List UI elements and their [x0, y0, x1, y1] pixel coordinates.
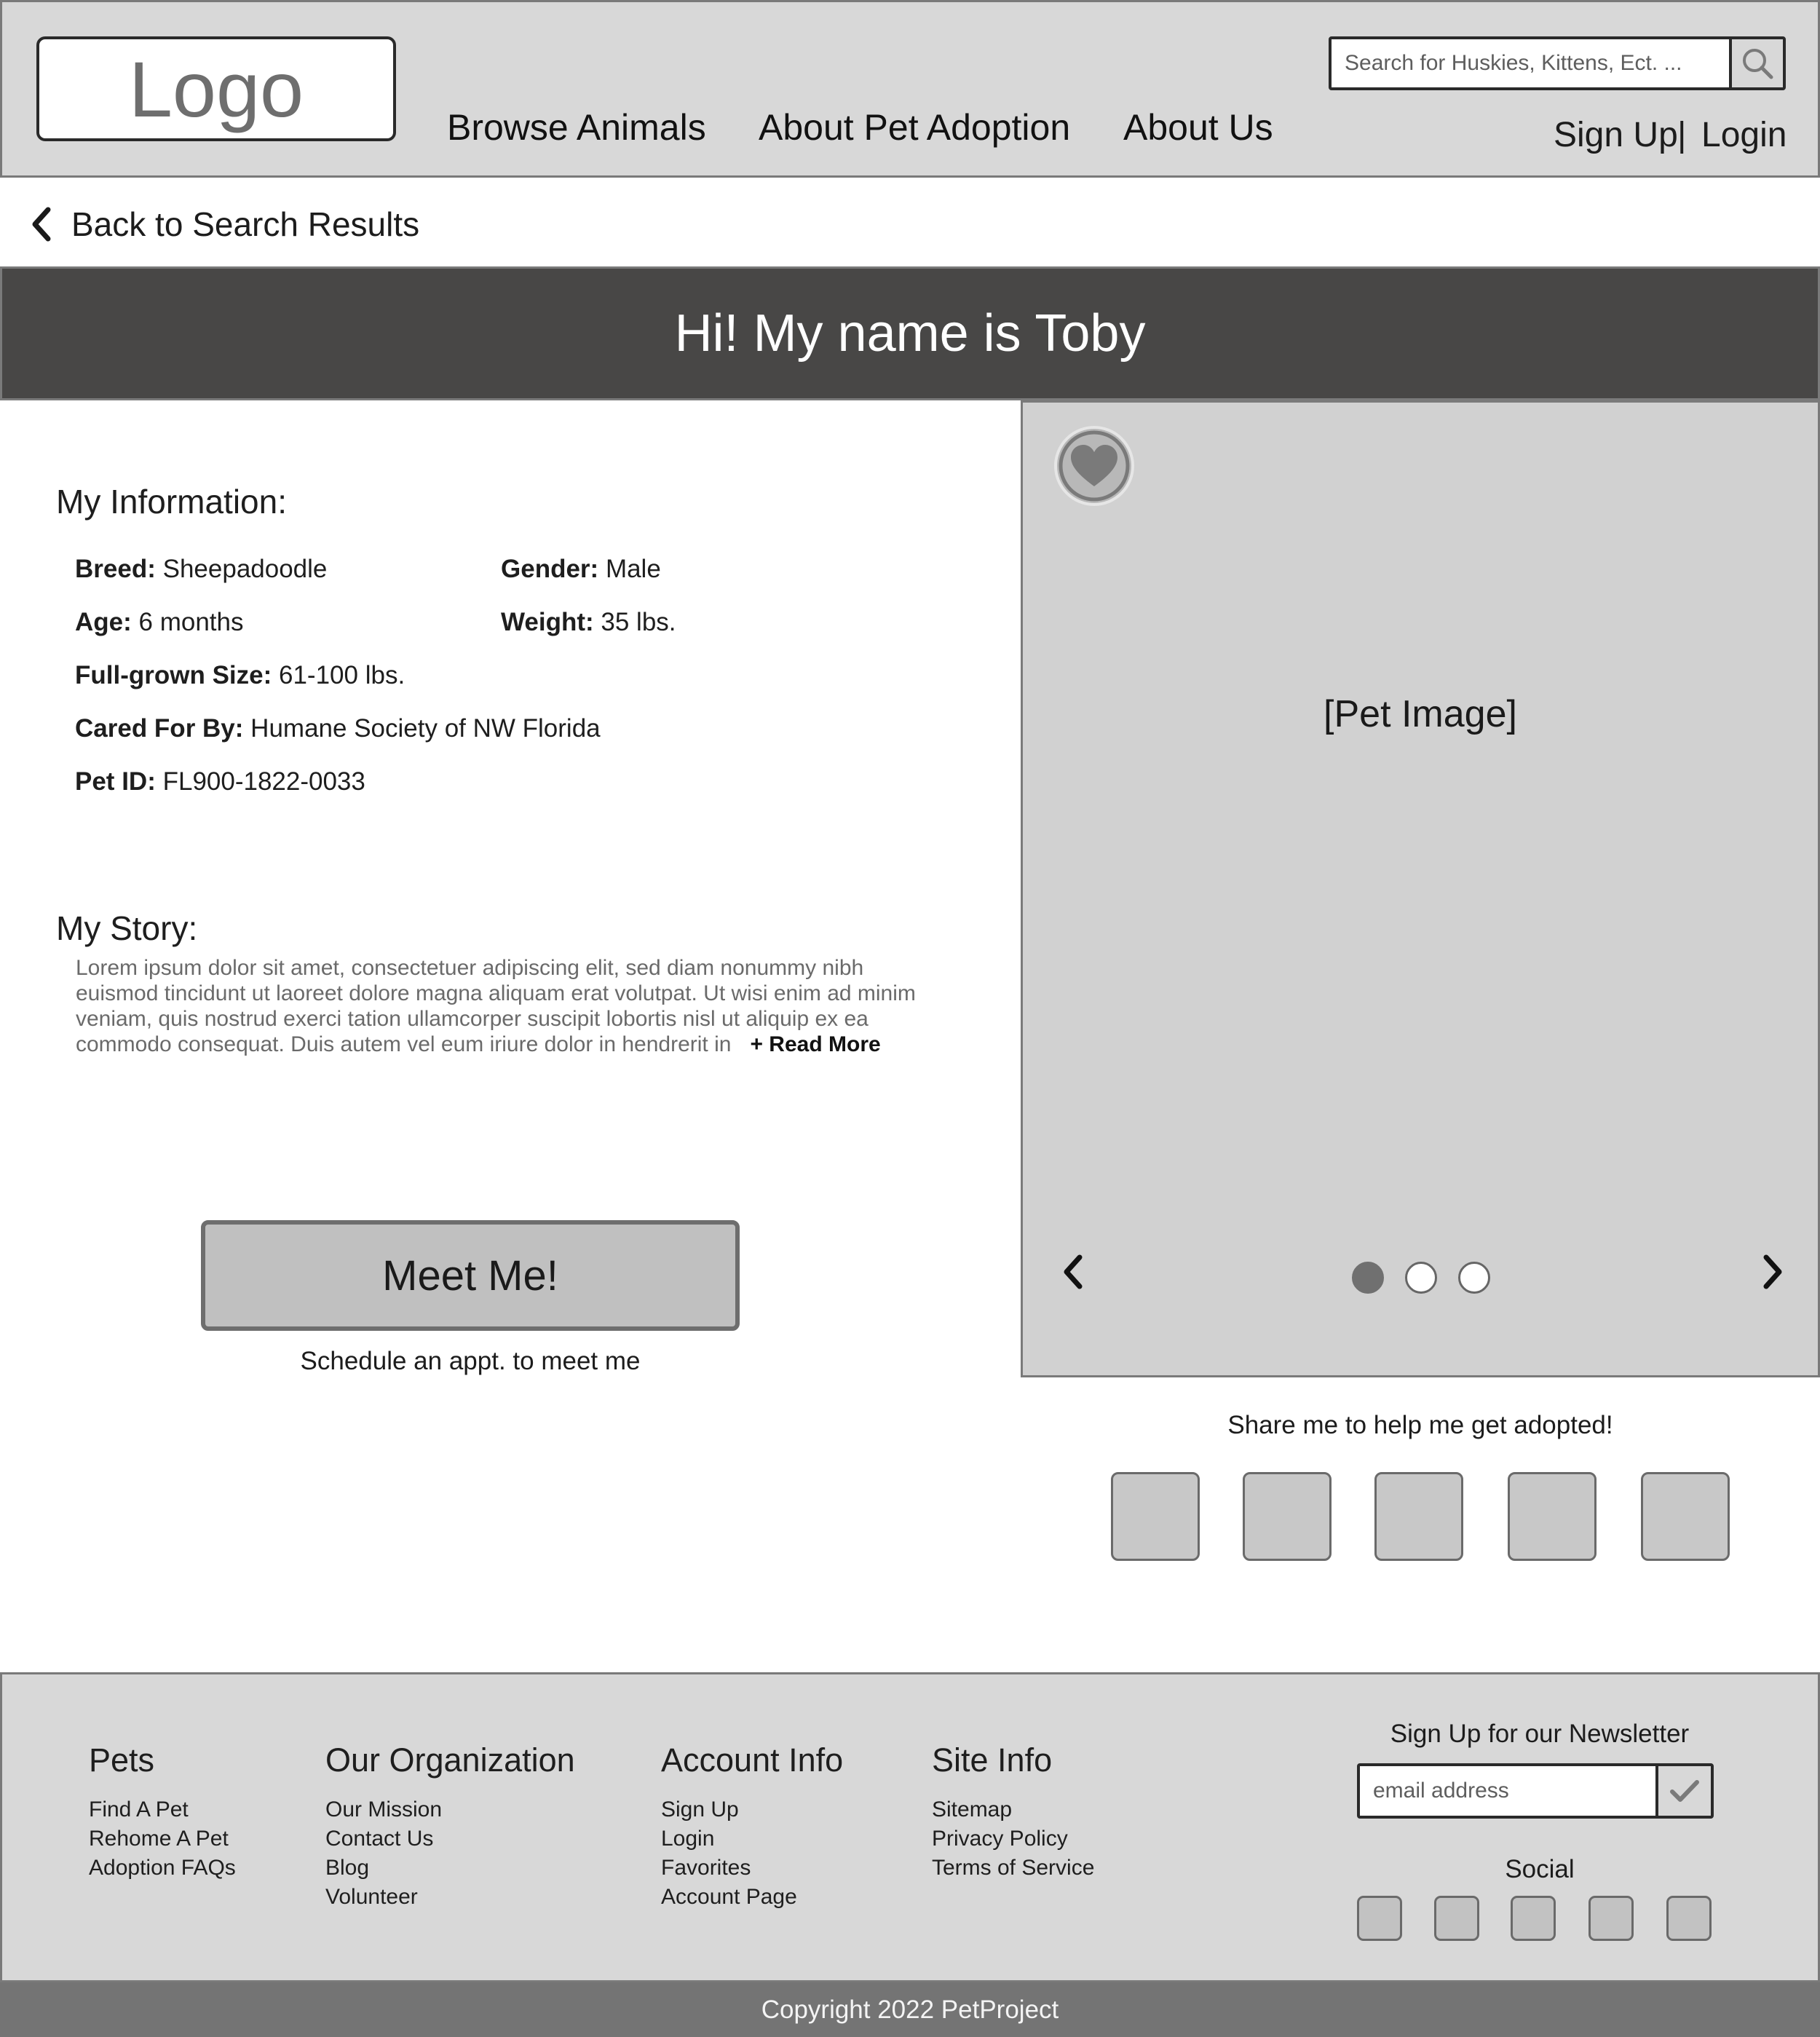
footer-link[interactable]: Account Page — [661, 1885, 797, 1909]
favorite-button[interactable] — [1052, 424, 1136, 508]
breed-value: Sheepadoodle — [162, 555, 328, 583]
footer-link[interactable]: Favorites — [661, 1856, 751, 1880]
carousel-dot-1[interactable] — [1352, 1262, 1384, 1294]
footer-heading-organization: Our Organization — [325, 1741, 575, 1779]
story-line: Lorem ipsum dolor sit amet, consectetuer adipiscing elit, sed diam nonummy nibh — [76, 956, 864, 980]
pet-id-label: Pet ID: — [75, 767, 156, 796]
nav-browse-animals[interactable]: Browse Animals — [447, 107, 706, 148]
footer-heading-site-info: Site Info — [932, 1741, 1053, 1779]
social-title: Social — [1505, 1855, 1575, 1883]
pet-image-placeholder: [Pet Image] — [1324, 692, 1517, 735]
cared-by-label: Cared For By: — [75, 714, 244, 743]
share-button[interactable] — [1243, 1472, 1332, 1561]
footer-link[interactable]: Login — [661, 1827, 715, 1851]
footer-link[interactable]: Our Mission — [325, 1797, 443, 1822]
footer-link[interactable]: Contact Us — [325, 1827, 434, 1851]
story-line: commodo consequat. Duis autem vel eum iriure dolor in hendrerit in + Read More — [76, 1032, 881, 1056]
back-link-label: Back to Search Results — [71, 205, 420, 243]
share-button[interactable] — [1641, 1472, 1730, 1561]
story-text — [76, 955, 942, 1057]
weight-row — [501, 608, 676, 637]
copyright-text: Copyright 2022 PetProject — [761, 1995, 1059, 2024]
newsletter-title: Sign Up for our Newsletter — [1390, 1720, 1690, 1748]
newsletter-email-input[interactable] — [1360, 1766, 1658, 1816]
footer-heading-pets: Pets — [89, 1741, 155, 1779]
search-bar — [1329, 36, 1786, 90]
login-link[interactable]: Login — [1701, 116, 1787, 154]
pet-image-carousel — [1021, 400, 1820, 1377]
newsletter-submit-button[interactable] — [1655, 1766, 1711, 1816]
title-banner — [0, 266, 1820, 400]
weight-label: Weight: — [501, 608, 594, 636]
footer-link[interactable]: Blog — [325, 1856, 370, 1880]
pet-id-value: FL900-1822-0033 — [162, 767, 365, 796]
search-button[interactable] — [1729, 39, 1783, 87]
newsletter-form — [1357, 1763, 1714, 1819]
footer-links-site-info — [932, 1795, 1094, 1883]
info-heading: My Information: — [56, 483, 287, 521]
auth-separator: | — [1677, 116, 1687, 154]
age-row — [75, 608, 243, 637]
social-button[interactable] — [1434, 1896, 1479, 1941]
breed-row — [75, 555, 327, 584]
footer-links-pets — [89, 1795, 236, 1883]
weight-value: 35 lbs. — [601, 608, 676, 636]
footer-link[interactable]: Volunteer — [325, 1885, 418, 1909]
social-button[interactable] — [1511, 1896, 1556, 1941]
nav-about-pet-adoption[interactable]: About Pet Adoption — [759, 107, 1071, 148]
footer-link[interactable]: Terms of Service — [932, 1856, 1095, 1880]
social-button[interactable] — [1357, 1896, 1402, 1941]
logo[interactable]: Logo — [36, 36, 396, 141]
footer-link[interactable]: Find A Pet — [89, 1797, 189, 1822]
footer-links-account — [661, 1795, 797, 1912]
footer-link[interactable]: Sitemap — [932, 1797, 1013, 1822]
meet-me-subtitle: Schedule an appt. to meet me — [300, 1347, 641, 1375]
story-line: euismod tincidunt ut laoreet dolore magna aliquam erat volutpat. Ut wisi enim ad minim — [76, 981, 916, 1005]
carousel-next-button[interactable] — [1760, 1253, 1787, 1294]
gender-value: Male — [605, 555, 661, 583]
carousel-dot-3[interactable] — [1458, 1262, 1490, 1294]
chevron-left-icon — [1059, 1253, 1085, 1291]
copyright-bar — [0, 1982, 1820, 2037]
breed-label: Breed: — [75, 555, 156, 583]
footer-link[interactable]: Adoption FAQs — [89, 1856, 236, 1880]
age-label: Age: — [75, 608, 132, 636]
checkmark-icon — [1669, 1778, 1701, 1804]
story-heading: My Story: — [56, 909, 198, 947]
size-row — [75, 661, 405, 690]
social-button[interactable] — [1666, 1896, 1712, 1941]
sign-up-link[interactable]: Sign Up — [1554, 116, 1678, 154]
share-button[interactable] — [1374, 1472, 1463, 1561]
share-text: Share me to help me get adopted! — [1227, 1411, 1613, 1439]
chevron-left-icon — [29, 207, 52, 242]
footer-link[interactable]: Privacy Policy — [932, 1827, 1068, 1851]
read-more-link[interactable]: + Read More — [750, 1032, 881, 1056]
story-line: veniam, quis nostrud exerci tation ullamcorper suscipit lobortis nisl ut aliquip ex ea — [76, 1007, 869, 1031]
carousel-dot-2[interactable] — [1405, 1262, 1437, 1294]
search-input[interactable] — [1332, 39, 1730, 87]
meet-me-button[interactable]: Meet Me! — [201, 1220, 740, 1331]
gender-label: Gender: — [501, 555, 599, 583]
cared-by-value: Humane Society of NW Florida — [250, 714, 601, 743]
heart-icon — [1052, 424, 1136, 508]
page-title: Hi! My name is Toby — [674, 304, 1146, 363]
nav-about-us[interactable]: About Us — [1123, 107, 1273, 148]
social-button[interactable] — [1588, 1896, 1634, 1941]
pet-id-row — [75, 767, 365, 796]
footer-link[interactable]: Sign Up — [661, 1797, 739, 1822]
size-label: Full-grown Size: — [75, 661, 272, 689]
carousel-prev-button[interactable] — [1059, 1253, 1085, 1294]
footer-links-organization — [325, 1795, 442, 1912]
gender-row — [501, 555, 661, 584]
share-button[interactable] — [1508, 1472, 1597, 1561]
footer-heading-account: Account Info — [661, 1741, 844, 1779]
footer-link[interactable]: Rehome A Pet — [89, 1827, 229, 1851]
search-icon — [1740, 46, 1775, 81]
share-button[interactable] — [1111, 1472, 1200, 1561]
cared-by-row — [75, 714, 601, 743]
back-to-results-link[interactable] — [29, 202, 419, 246]
chevron-right-icon — [1760, 1253, 1787, 1291]
size-value: 61-100 lbs. — [279, 661, 405, 689]
age-value: 6 months — [138, 608, 244, 636]
